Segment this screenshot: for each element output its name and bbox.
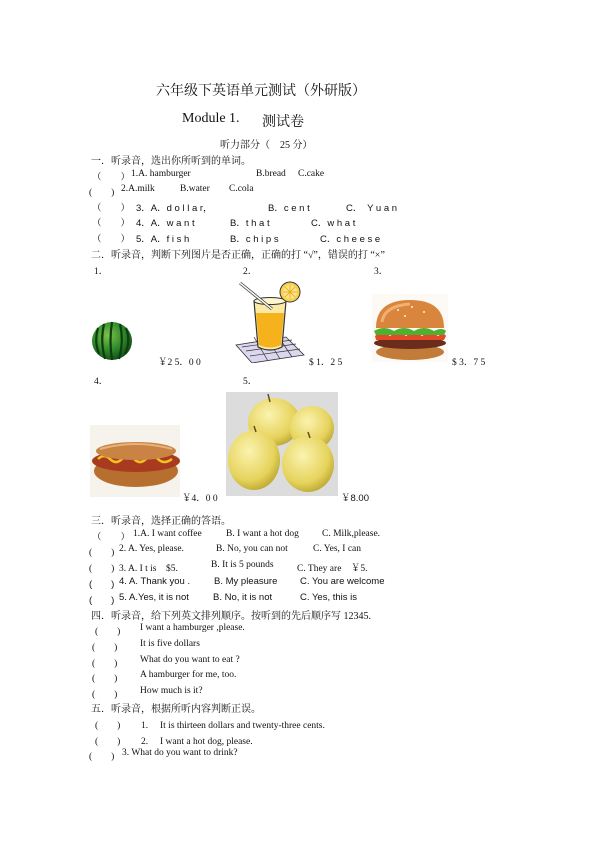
s3-item-3-option-a: 3. A. I t is $5.: [119, 564, 178, 574]
s1-item-5-option-a: 5．A．f i s h: [136, 234, 190, 245]
s2-label-1: 1．: [94, 267, 109, 277]
s4-item-3-bracket: ( ): [92, 659, 118, 669]
s1-item-5-bracket: （ ）: [92, 235, 131, 245]
s3-item-5-option-c: C. Yes, this is: [300, 592, 358, 603]
section-2-heading: 二．听录音，判断下列图片是否正确，正确的打 “√”，错误的打 “×”: [91, 250, 385, 261]
s3-item-1-option-b: B. I want a hot dog: [226, 529, 299, 539]
s1-item-4-option-b: B．t h a t: [230, 218, 270, 229]
s3-item-5-option-b: B. No, it is not: [213, 592, 273, 603]
s2-price-5: ￥8.00: [341, 493, 369, 504]
s1-item-3-option-c: C． Y u a n: [346, 203, 398, 214]
hot-dog-image: [90, 425, 180, 497]
s1-item-1-bracket: （ ）: [92, 173, 131, 183]
s2-price-1: ￥2 5．0 0: [158, 358, 201, 368]
s3-item-1-bracket: （ ）: [92, 533, 131, 543]
s3-item-1-option-c: C. Milk,please.: [322, 529, 381, 539]
s2-label-4: 4．: [94, 377, 109, 387]
paper-label: 测试卷: [262, 115, 304, 130]
s4-item-4-text: A hamburger for me, too.: [140, 670, 237, 680]
section-4-heading: 四．听录音，给下列英文排列顺序。按听到的先后顺序写 12345.: [91, 611, 371, 622]
s1-item-3-option-b: B．c e n t: [268, 203, 310, 214]
juice-image: [232, 279, 306, 363]
s1-item-2-option-b: B.water: [180, 184, 210, 194]
s1-item-4-bracket: （ ）: [92, 219, 131, 229]
s1-item-2-option-a: 2.A.milk: [121, 184, 155, 194]
s3-item-5-bracket: ( ): [89, 595, 115, 606]
s3-item-2-bracket: ( ): [89, 548, 115, 558]
s3-item-3-option-c: C. They are ￥5.: [297, 564, 368, 574]
s5-item-1-text: 1. It is thirteen dollars and twenty-three cents.: [141, 721, 325, 731]
s3-item-4-option-b: B. My pleasure: [214, 576, 278, 587]
document-title: 六年级下英语单元测试（外研版）: [156, 84, 366, 99]
s3-item-3-option-b: B. It is 5 pounds: [211, 560, 274, 570]
s4-item-5-text: How much is it?: [140, 686, 203, 696]
s5-item-2-bracket: ( ): [95, 737, 121, 747]
s2-price-3: $ 3．7 5: [452, 358, 486, 368]
s1-item-4-option-a: 4．A．w a n t: [136, 218, 195, 229]
s1-item-1-option-b: B.bread: [256, 169, 286, 179]
listening-part-label: 听力部分（ 25 分）: [220, 140, 313, 151]
s3-item-2-option-b: B. No, you can not: [216, 544, 288, 554]
s1-item-2-bracket: ( ): [89, 188, 115, 198]
section-5-heading: 五．听录音，根据所听内容判断正误。: [91, 704, 261, 715]
s2-price-2: $ 1．2 5: [309, 358, 343, 368]
s1-item-3-bracket: （ ）: [92, 204, 131, 214]
s2-label-2: 2．: [243, 267, 258, 277]
s1-item-1-option-a: 1.A. hamburger: [131, 169, 191, 179]
pears-image: [226, 392, 338, 496]
s1-item-4-option-c: C．w h a t: [311, 218, 356, 229]
s1-item-3-option-a: 3．A．d o l l a r，: [136, 203, 213, 214]
s2-label-5: 5．: [243, 377, 258, 387]
s1-item-5-option-b: B．c h i p s: [230, 234, 279, 245]
s3-item-4-bracket: ( ): [89, 579, 115, 590]
s5-item-3-bracket: ( ): [89, 752, 115, 762]
s5-item-1-bracket: ( ): [95, 721, 121, 731]
s1-item-5-option-c: C．c h e e s e: [320, 234, 381, 245]
s3-item-4-option-c: C. You are welcome: [300, 576, 385, 587]
s3-item-4-option-a: 4. A. Thank you .: [119, 576, 191, 587]
s4-item-4-bracket: ( ): [92, 674, 118, 684]
s4-item-5-bracket: ( ): [92, 690, 118, 700]
s2-price-4: ￥4．0 0: [182, 494, 218, 504]
s3-item-1-option-a: 1.A. I want coffee: [133, 529, 202, 539]
hamburger-image: [372, 294, 448, 362]
s1-item-2-option-c: C.cola: [229, 184, 254, 194]
module-label: Module 1.: [182, 111, 240, 126]
s2-label-3: 3．: [374, 267, 389, 277]
s3-item-3-bracket: ( ): [89, 564, 115, 574]
section-1-heading: 一．听录音，选出你所听到的单词。: [91, 156, 251, 167]
s4-item-1-text: I want a hamburger ,please.: [140, 623, 245, 633]
s4-item-3-text: What do you want to eat ?: [140, 655, 240, 665]
s3-item-5-option-a: 5. A.Yes, it is not: [119, 592, 189, 603]
s1-item-1-option-c: C.cake: [298, 169, 325, 179]
s5-item-3-text: 3. What do you want to drink?: [122, 748, 238, 758]
s4-item-2-bracket: ( ): [92, 643, 118, 653]
section-3-heading: 三．听录音，选择正确的答语。: [91, 516, 231, 527]
s3-item-2-option-c: C. Yes, I can: [313, 544, 362, 554]
watermelon-image: [90, 320, 134, 362]
s4-item-2-text: It is five dollars: [140, 639, 200, 649]
s3-item-2-option-a: 2. A. Yes, please.: [119, 544, 184, 554]
s5-item-2-text: 2. I want a hot dog, please.: [141, 737, 253, 747]
s4-item-1-bracket: ( ): [95, 627, 121, 637]
